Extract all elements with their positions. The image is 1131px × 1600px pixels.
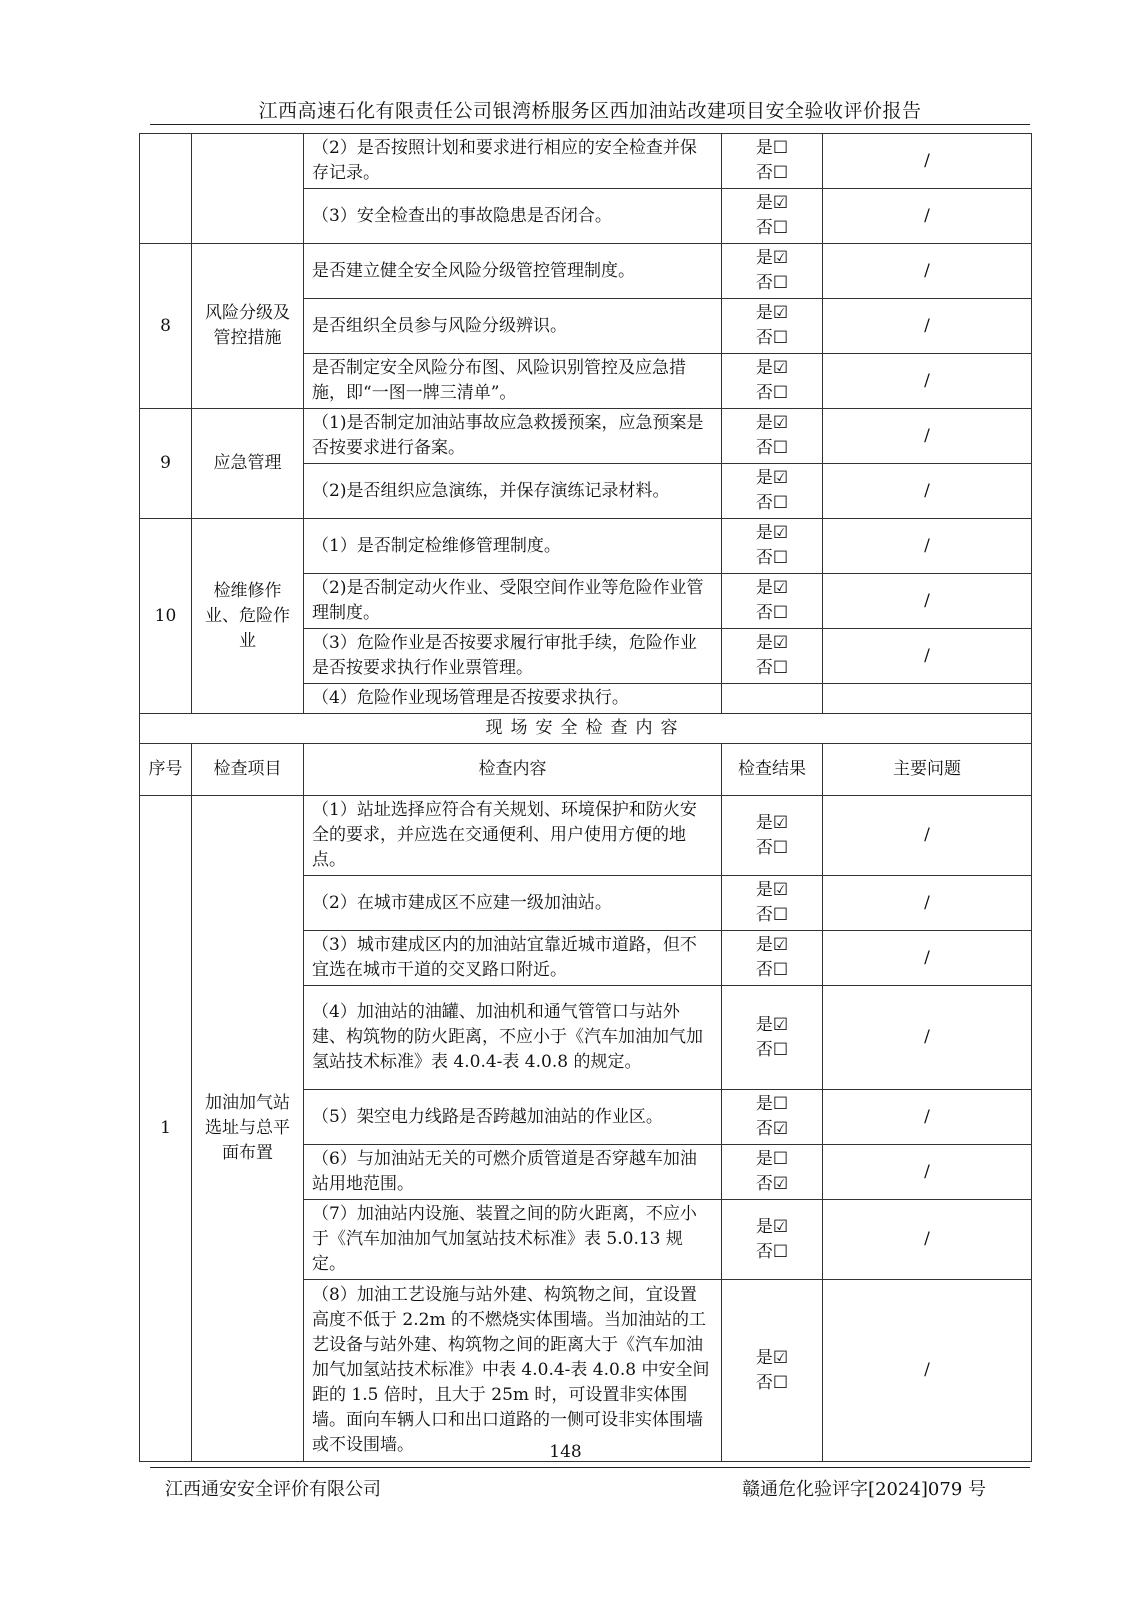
result-yes: 是☐ — [755, 138, 789, 158]
column-header-item: 检查项目 — [192, 744, 304, 796]
column-header-content: 检查内容 — [304, 744, 722, 796]
result-yes: 是☑ — [755, 812, 789, 833]
main-issue: / — [823, 189, 1032, 244]
result-no: 否☐ — [755, 1372, 789, 1393]
result-yes: 是☑ — [755, 193, 789, 213]
check-result — [722, 1280, 823, 1462]
check-content: （1)是否制定加油站事故应急救援预案，应急预案是否按要求进行备案。 — [304, 409, 722, 464]
main-issue: / — [823, 299, 1032, 354]
check-content: （1）站址选择应符合有关规划、环境保护和防火安全的要求，并应选在交通便利、用户使用方便的地点。 — [304, 796, 722, 876]
main-issue: / — [823, 464, 1032, 519]
column-header-row — [140, 744, 1032, 796]
result-no: 否☐ — [755, 905, 789, 925]
result-yes: 是☑ — [755, 1347, 789, 1368]
main-issue: / — [823, 1145, 1032, 1200]
table-row — [140, 796, 1032, 876]
main-issue: / — [823, 574, 1032, 629]
check-result — [722, 189, 823, 244]
result-no: 否☐ — [755, 837, 789, 858]
page-number: 148 — [549, 1442, 582, 1462]
footer-company: 江西通安安全评价有限公司 — [165, 1479, 381, 1500]
result-yes: 是☑ — [755, 880, 789, 900]
check-content: （3）城市建成区内的加油站宜靠近城市道路，但不宜选在城市干道的交叉路口附近。 — [304, 931, 722, 986]
row-number-cell — [140, 134, 192, 244]
check-content: （7）加油站内设施、装置之间的防火距离，不应小于《汽车加油加气加氢站技术标准》表 5.0.13 规定。 — [304, 1200, 722, 1280]
row-number: 9 — [140, 409, 192, 519]
column-header-result: 检查结果 — [722, 744, 823, 796]
check-item: 风险分级及管控措施 — [192, 244, 304, 409]
check-content: （1）是否制定检维修管理制度。 — [304, 519, 722, 574]
result-yes: 是☑ — [755, 523, 789, 543]
main-issue: / — [823, 796, 1032, 876]
result-no: 否☐ — [755, 438, 789, 458]
result-no: 否☐ — [755, 1039, 789, 1060]
result-yes: 是☑ — [755, 633, 789, 653]
result-yes: 是☑ — [755, 468, 789, 488]
check-result — [722, 796, 823, 876]
check-content: （2）是否按照计划和要求进行相应的安全检查并保存记录。 — [304, 134, 722, 189]
check-result — [722, 244, 823, 299]
check-result — [722, 574, 823, 629]
table-row — [140, 519, 1032, 574]
table-row — [140, 134, 1032, 189]
table-row — [140, 409, 1032, 464]
table-row — [140, 714, 1032, 744]
column-header-issue: 主要问题 — [823, 744, 1032, 796]
check-result — [722, 464, 823, 519]
result-no: 否☐ — [755, 493, 789, 513]
check-item-cell — [192, 134, 304, 244]
result-no: 否☐ — [755, 218, 789, 238]
result-yes: 是☑ — [755, 248, 789, 268]
result-no: 否☐ — [755, 273, 789, 293]
check-content: 是否建立健全安全风险分级管控管理制度。 — [304, 244, 722, 299]
check-content: （3）安全检查出的事故隐患是否闭合。 — [304, 189, 722, 244]
result-yes: 是☑ — [755, 413, 789, 433]
check-content: 是否制定安全风险分布图、风险识别管控及应急措施，即“一图一牌三清单”。 — [304, 354, 722, 409]
check-content: （6）与加油站无关的可燃介质管道是否穿越车加油站用地范围。 — [304, 1145, 722, 1200]
main-issue: / — [823, 519, 1032, 574]
column-header-no: 序号 — [140, 744, 192, 796]
result-no: 否☐ — [755, 603, 789, 623]
main-issue — [823, 684, 1032, 714]
check-result — [722, 684, 823, 714]
check-item: 应急管理 — [192, 409, 304, 519]
check-content: （4）加油站的油罐、加油机和通气管管口与站外建、构筑物的防火距离，不应小于《汽车加油加气加氢站技术标准》表 4.0.4-表 4.0.8 的规定。 — [304, 986, 722, 1090]
main-issue: / — [823, 931, 1032, 986]
check-result — [722, 519, 823, 574]
result-no: 否☐ — [755, 163, 789, 183]
check-content: （2）在城市建成区不应建一级加油站。 — [304, 876, 722, 931]
main-issue: / — [823, 1090, 1032, 1145]
check-content: （4）危险作业现场管理是否按要求执行。 — [304, 684, 722, 714]
check-result — [722, 409, 823, 464]
row-number: 1 — [140, 796, 192, 1462]
result-yes: 是☑ — [755, 1014, 789, 1035]
check-content: （5）架空电力线路是否跨越加油站的作业区。 — [304, 1090, 722, 1145]
main-issue: / — [823, 244, 1032, 299]
check-result — [722, 354, 823, 409]
check-result — [722, 1090, 823, 1145]
check-content: （2)是否组织应急演练，并保存演练记录材料。 — [304, 464, 722, 519]
result-no: 否☐ — [755, 1241, 789, 1262]
report-header-title: 江西高速石化有限责任公司银湾桥服务区西加油站改建项目安全验收评价报告 — [258, 100, 922, 122]
result-no: 否☐ — [755, 383, 789, 403]
check-content: （8）加油工艺设施与站外建、构筑物之间，宜设置高度不低于 2.2m 的不燃烧实体围墙。当加油站的工艺设备与站外建、构筑物之间的距离大于《汽车加油加气加氢站技术标准》中表 4.0.4-表 4.0.8 中安全间距的 1.5 倍时，且大于 25m 时，可设置非实体围墙。面向车辆人口和出口道路的一侧可设非实体围墙或不设围墙。 — [304, 1280, 722, 1462]
result-yes: 是☐ — [755, 1094, 789, 1114]
main-issue: / — [823, 1200, 1032, 1280]
result-no: 否☐ — [755, 960, 789, 980]
result-yes: 是☐ — [755, 1149, 789, 1169]
main-issue: / — [823, 876, 1032, 931]
result-yes: 是☑ — [755, 358, 789, 378]
row-number: 10 — [140, 519, 192, 714]
main-issue: / — [823, 1280, 1032, 1462]
main-issue: / — [823, 134, 1032, 189]
result-no: 否☑ — [755, 1174, 789, 1194]
main-issue: / — [823, 986, 1032, 1090]
check-result — [722, 876, 823, 931]
result-yes: 是☑ — [755, 303, 789, 323]
row-number: 8 — [140, 244, 192, 409]
footer-divider — [150, 1467, 1030, 1468]
result-no: 否☑ — [755, 1119, 789, 1139]
main-issue: / — [823, 354, 1032, 409]
check-content: （3）危险作业是否按要求履行审批手续，危险作业是否按要求执行作业票管理。 — [304, 629, 722, 684]
check-result — [722, 1200, 823, 1280]
main-issue: / — [823, 629, 1032, 684]
result-no: 否☐ — [755, 548, 789, 568]
check-result — [722, 1145, 823, 1200]
main-issue: / — [823, 409, 1032, 464]
check-result — [722, 134, 823, 189]
table-row — [140, 244, 1032, 299]
result-no: 否☐ — [755, 658, 789, 678]
result-yes: 是☑ — [755, 935, 789, 955]
check-result — [722, 299, 823, 354]
footer-doc-number: 赣通危化验评字[2024]079 号 — [742, 1479, 986, 1500]
check-item: 加油加气站选址与总平面布置 — [192, 796, 304, 1462]
section-title: 现场安全检查内容 — [140, 714, 1032, 744]
check-item: 检维修作业、危险作业 — [192, 519, 304, 714]
check-result — [722, 931, 823, 986]
check-content: （2)是否制定动火作业、受限空间作业等危险作业管理制度。 — [304, 574, 722, 629]
check-result — [722, 986, 823, 1090]
check-content: 是否组织全员参与风险分级辨识。 — [304, 299, 722, 354]
result-no: 否☐ — [755, 328, 789, 348]
check-result — [722, 629, 823, 684]
result-yes: 是☑ — [755, 1216, 789, 1237]
inspection-table — [139, 133, 1032, 1462]
header-divider — [150, 124, 1030, 125]
result-yes: 是☑ — [755, 578, 789, 598]
